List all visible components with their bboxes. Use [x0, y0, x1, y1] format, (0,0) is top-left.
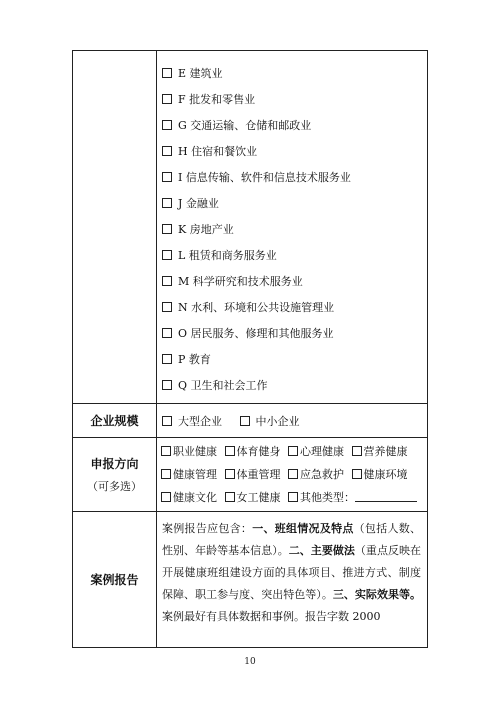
industry-option-j[interactable]: J 金融业 [162, 191, 427, 217]
scale-option-sme[interactable]: 中小企业 [240, 415, 300, 428]
checkbox-icon[interactable] [162, 172, 172, 182]
checkbox-icon[interactable] [161, 492, 171, 502]
direction-option-nutrition[interactable]: 营养健康 [352, 445, 408, 458]
checkbox-icon[interactable] [162, 416, 172, 426]
industry-row [73, 51, 428, 404]
checkbox-icon[interactable] [162, 250, 172, 260]
application-form-table [72, 50, 428, 648]
industry-option-o[interactable]: O 居民服务、修理和其他服务业 [162, 321, 427, 347]
direction-sublabel: （可多选） [87, 480, 142, 493]
industry-option-l[interactable]: L 租赁和商务服务业 [162, 243, 427, 269]
checkbox-icon[interactable] [225, 446, 235, 456]
industry-option-n[interactable]: N 水利、环境和公共设施管理业 [162, 295, 427, 321]
direction-option-other[interactable]: 其他类型： [288, 491, 417, 504]
checkbox-icon[interactable] [162, 198, 172, 208]
industry-option-p[interactable]: P 教育 [162, 347, 427, 373]
checkbox-icon[interactable] [162, 68, 172, 78]
checkbox-icon[interactable] [162, 328, 172, 338]
checkbox-icon[interactable] [161, 446, 171, 456]
checkbox-icon[interactable] [225, 492, 235, 502]
industry-option-m[interactable]: M 科学研究和技术服务业 [162, 269, 427, 295]
industry-option-q[interactable]: Q 卫生和社会工作 [162, 373, 427, 399]
report-instructions: 案例报告应包含：一、班组情况及特点（包括人数、性别、年龄等基本信息）。二、主要做法（重点反映在开展健康班组建设方面的具体项目、推进方式、制度保障、职工参与度、突出特色等）。三、实际效果等。案例最好有具体数据和事例。报告字数 2000 [157, 512, 428, 648]
page-number: 10 [244, 657, 256, 667]
checkbox-icon[interactable] [162, 94, 172, 104]
other-type-blank-field[interactable] [355, 490, 417, 502]
checkbox-icon[interactable] [162, 380, 172, 390]
industry-option-i[interactable]: I 信息传输、软件和信息技术服务业 [162, 165, 427, 191]
checkbox-icon[interactable] [162, 224, 172, 234]
report-label: 案例报告 [73, 512, 157, 648]
direction-line-2 [161, 463, 427, 486]
direction-label: 申报方向 [90, 457, 139, 471]
scale-label: 企业规模 [73, 404, 157, 438]
industry-options [157, 51, 428, 404]
industry-option-g[interactable]: G 交通运输、仓储和邮政业 [162, 113, 427, 139]
direction-option-culture[interactable]: 健康文化 [161, 491, 217, 504]
scale-row [73, 404, 428, 438]
checkbox-icon[interactable] [162, 302, 172, 312]
report-row [73, 512, 428, 648]
direction-options [157, 438, 428, 512]
checkbox-icon[interactable] [162, 146, 172, 156]
checkbox-icon[interactable] [288, 469, 298, 479]
direction-option-female-workers[interactable]: 女工健康 [225, 491, 281, 504]
direction-option-weight[interactable]: 体重管理 [225, 468, 281, 481]
checkbox-icon[interactable] [288, 492, 298, 502]
direction-line-1 [161, 440, 427, 463]
checkbox-icon[interactable] [352, 469, 362, 479]
checkbox-icon[interactable] [288, 446, 298, 456]
direction-label-cell [73, 438, 157, 512]
industry-option-e[interactable]: E 建筑业 [162, 61, 427, 87]
checkbox-icon[interactable] [162, 354, 172, 364]
direction-line-3 [161, 486, 427, 509]
checkbox-icon[interactable] [162, 120, 172, 130]
direction-option-management[interactable]: 健康管理 [161, 468, 217, 481]
direction-option-environment[interactable]: 健康环境 [352, 468, 408, 481]
direction-option-occupational[interactable]: 职业健康 [161, 445, 217, 458]
direction-option-mental[interactable]: 心理健康 [288, 445, 344, 458]
direction-option-fitness[interactable]: 体育健身 [225, 445, 281, 458]
direction-row [73, 438, 428, 512]
scale-options [157, 404, 428, 438]
industry-label-cell [73, 51, 157, 404]
industry-option-f[interactable]: F 批发和零售业 [162, 87, 427, 113]
checkbox-icon[interactable] [161, 469, 171, 479]
industry-option-k[interactable]: K 房地产业 [162, 217, 427, 243]
checkbox-icon[interactable] [162, 276, 172, 286]
direction-option-first-aid[interactable]: 应急救护 [288, 468, 344, 481]
checkbox-icon[interactable] [352, 446, 362, 456]
industry-option-h[interactable]: H 住宿和餐饮业 [162, 139, 427, 165]
scale-option-large[interactable]: 大型企业 [162, 415, 222, 428]
checkbox-icon[interactable] [225, 469, 235, 479]
checkbox-icon[interactable] [240, 416, 250, 426]
